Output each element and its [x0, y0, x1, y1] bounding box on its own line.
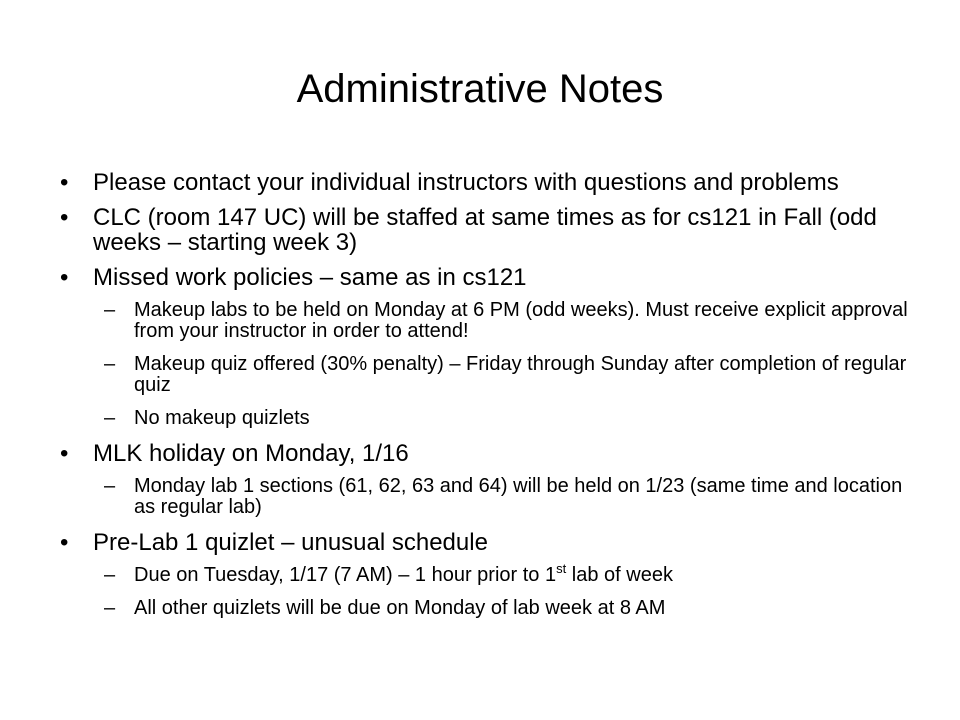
superscript-ordinal: st — [556, 561, 567, 576]
sub-bullet-text-pre: Due on Tuesday, 1/17 (7 AM) – 1 hour prior to 1 — [134, 564, 557, 586]
slide-title: Administrative Notes — [296, 67, 664, 111]
bullet-text: CLC (room 147 UC) will be staffed at same times as for cs121 in Fall (odd weeks – starting week 3) — [93, 204, 877, 256]
bullet-marker: • — [60, 264, 69, 291]
bullet-item — [60, 170, 920, 195]
dash-marker: – — [104, 299, 116, 321]
bullet-text: Missed work policies – same as in cs121 — [93, 264, 527, 291]
dash-marker: – — [104, 407, 116, 429]
bullet-item — [60, 530, 920, 555]
sub-bullet-item — [104, 354, 920, 396]
bullet-item — [60, 265, 920, 290]
bullet-marker: • — [60, 440, 69, 467]
sub-bullet-text — [134, 561, 673, 586]
bullet-marker: • — [60, 204, 69, 231]
sub-bullet-item — [104, 300, 920, 342]
slide-content — [60, 170, 920, 631]
bullet-item — [60, 441, 920, 466]
sub-bullet-item — [104, 561, 920, 586]
sub-bullet-item — [104, 408, 920, 429]
bullet-item — [60, 205, 920, 255]
sub-bullet-text: Makeup quiz offered (30% penalty) – Friday through Sunday after completion of regular quiz — [134, 353, 907, 396]
sub-bullet-item — [104, 476, 920, 518]
bullet-text: MLK holiday on Monday, 1/16 — [93, 440, 409, 467]
sub-bullet-text: Monday lab 1 sections (61, 62, 63 and 64) will be held on 1/23 (same time and location as regular lab) — [134, 475, 903, 518]
dash-marker: – — [104, 475, 116, 497]
bullet-text: Please contact your individual instructors with questions and problems — [93, 169, 839, 196]
bullet-marker: • — [60, 169, 69, 196]
sub-bullet-text: No makeup quizlets — [134, 407, 310, 429]
sub-bullet-item — [104, 598, 920, 619]
sub-bullet-text-post: lab of week — [566, 564, 673, 586]
dash-marker: – — [104, 597, 116, 619]
bullet-text: Pre-Lab 1 quizlet – unusual schedule — [93, 529, 488, 556]
bullet-marker: • — [60, 529, 69, 556]
dash-marker: – — [104, 564, 116, 586]
dash-marker: – — [104, 353, 116, 375]
sub-bullet-text: All other quizlets will be due on Monday of lab week at 8 AM — [134, 597, 666, 619]
sub-bullet-text: Makeup labs to be held on Monday at 6 PM (odd weeks). Must receive explicit approval from your instructor in order to attend! — [134, 299, 908, 342]
